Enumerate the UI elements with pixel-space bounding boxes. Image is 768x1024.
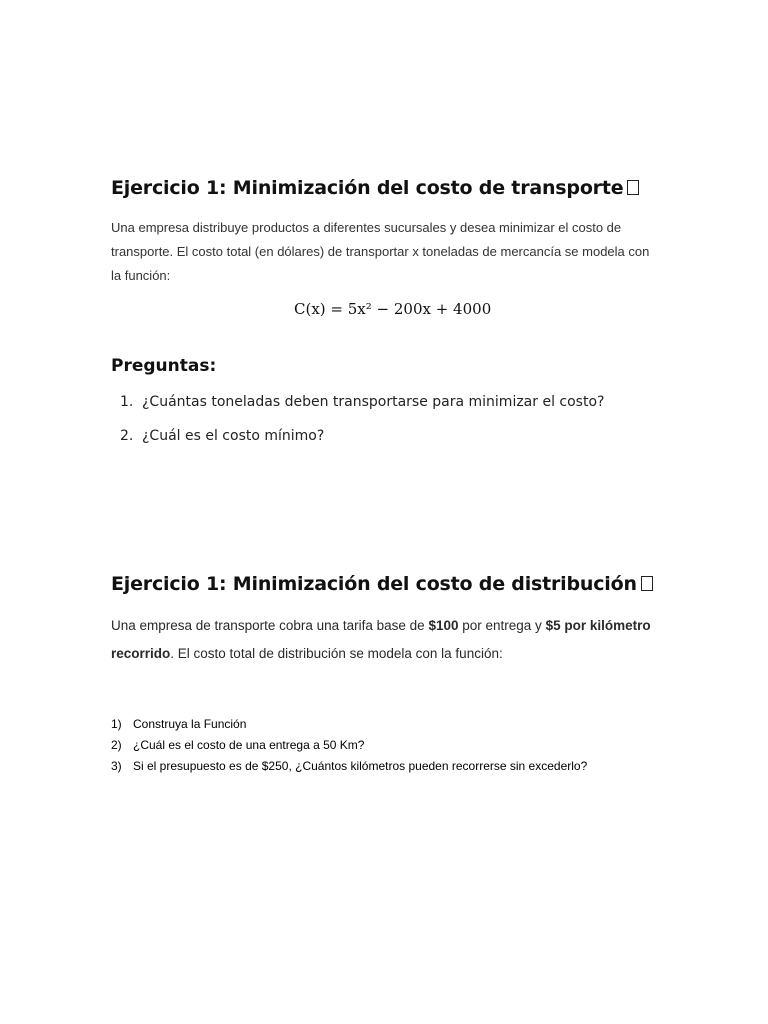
exercise1-formula: C(x) = 5x² − 200x + 4000: [294, 300, 492, 318]
list-item: 1) Construya la Función: [111, 717, 247, 731]
paragraph-line: Una empresa distribuye productos a diferentes sucursales y desea minimizar el costo de: [111, 220, 622, 235]
list-item: 2) ¿Cuál es el costo de una entrega a 50 Km?: [111, 738, 365, 752]
paragraph-line: Una empresa de transporte cobra una tarifa base de $100 por entrega y $5 por kilómetro: [111, 618, 651, 633]
exercise1-paragraph: [111, 216, 671, 288]
paragraph-line: transporte. El costo total (en dólares) de transportar x toneladas de mercancía se modela con: [111, 244, 650, 259]
list-item: 2. ¿Cuál es el costo mínimo?: [120, 428, 325, 444]
exercise2-title: Ejercicio 1: Minimización del costo de distribución: [111, 573, 653, 595]
list-item: 1. ¿Cuántas toneladas deben transportarse para minimizar el costo?: [120, 394, 605, 410]
questions-heading: Preguntas:: [111, 356, 217, 376]
list-item: 3) Si el presupuesto es de $250, ¿Cuántos kilómetros pueden recorrerse sin excederlo?: [111, 759, 588, 773]
missing-glyph-icon: [627, 180, 639, 195]
paragraph-line: recorrido. El costo total de distribución se modela con la función:: [111, 646, 503, 661]
exercise1-title: Ejercicio 1: Minimización del costo de transporte: [111, 177, 639, 199]
missing-glyph-icon: [641, 576, 653, 591]
exercise2-paragraph: [111, 612, 671, 668]
paragraph-line: la función:: [111, 268, 171, 283]
